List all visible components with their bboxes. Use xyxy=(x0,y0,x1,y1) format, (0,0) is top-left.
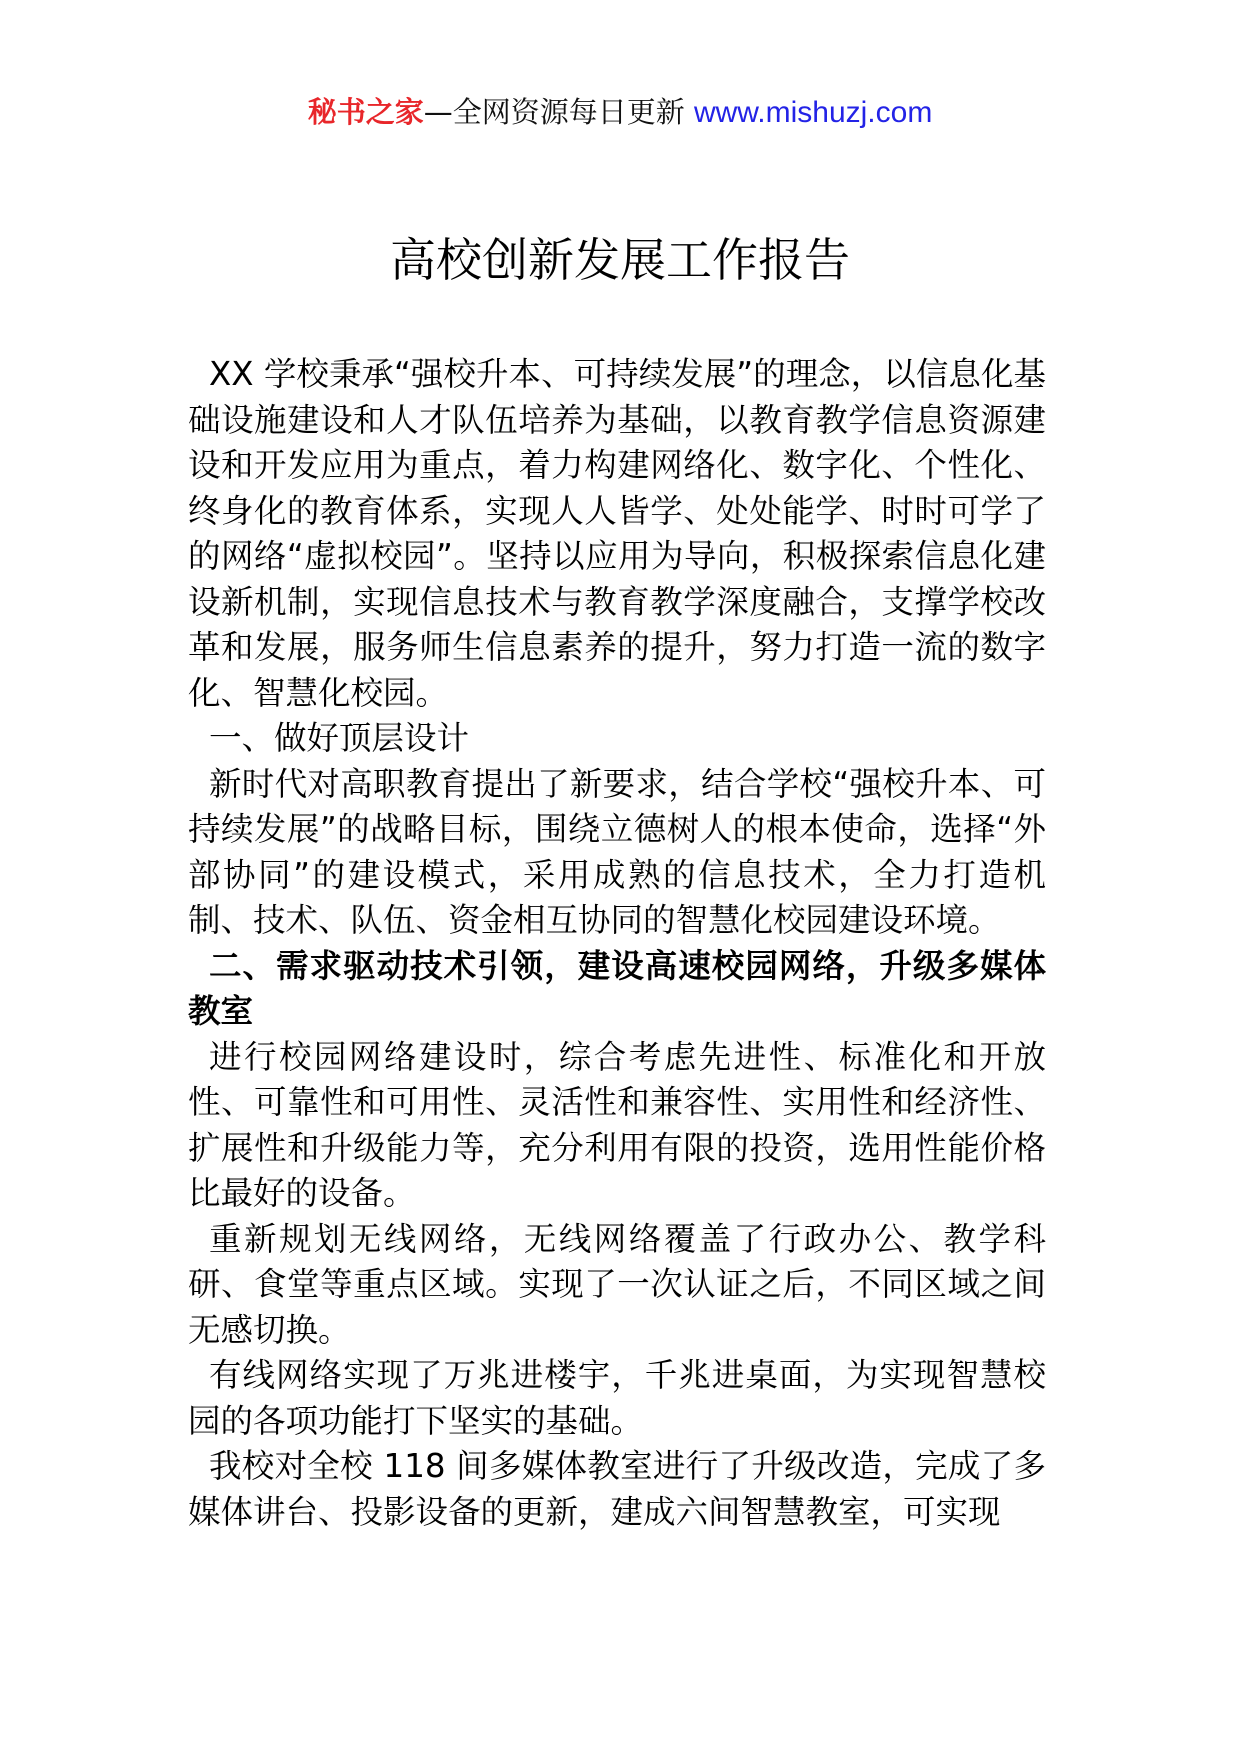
section-2-paragraph-1: 进行校园网络建设时，综合考虑先进性、标准化和开放性、可靠性和可用性、灵活性和兼容性、实用性和经济性、扩展性和升级能力等，充分利用有限的投资，选用性能价格比最好的设备。 xyxy=(188,1037,1046,1212)
section-heading-2: 二、需求驱动技术引领，建设高速校园网络，升级多媒体教室 xyxy=(188,946,1046,1030)
document-body xyxy=(188,352,1046,1535)
section-2-paragraph-3: 有线网络实现了万兆进楼宇，千兆进桌面，为实现智慧校园的各项功能打下坚实的基础。 xyxy=(188,1356,1046,1440)
site-url-link[interactable]: www.mishuzj.com xyxy=(693,96,933,129)
section-2-paragraph-4: 我校对全校 118 间多媒体教室进行了升级改造，完成了多媒体讲台、投影设备的更新，建成六间智慧教室，可实现 xyxy=(188,1447,1046,1531)
section-heading-1: 一、做好顶层设计 xyxy=(209,719,470,757)
site-brand: 秘书之家 xyxy=(307,95,424,129)
intro-paragraph: XX 学校秉承“强校升本、可持续发展”的理念，以信息化基础设施建设和人才队伍培养为基础，以教育教学信息资源建设和开发应用为重点，着力构建网络化、数字化、个性化、终身化的教育体系，实现人人皆学、处处能学、时时可学了的网络“虚拟校园”。坚持以应用为导向，积极探索信息化建设新机制，实现信息技术与教育教学深度融合，支撑学校改革和发展，服务师生信息素养的提升，努力打造一流的数字化、智慧化校园。 xyxy=(188,355,1046,712)
site-header xyxy=(0,92,1240,133)
section-2-paragraph-2: 重新规划无线网络，无线网络覆盖了行政办公、教学科研、食堂等重点区域。实现了一次认证之后，不同区域之间无感切换。 xyxy=(188,1219,1046,1349)
section-1-paragraph: 新时代对高职教育提出了新要求，结合学校“强校升本、可持续发展”的战略目标，围绕立德树人的根本使命，选择“外部协同”的建设模式，采用成熟的信息技术，全力打造机制、技术、队伍、资金相互协同的智慧化校园建设环境。 xyxy=(188,764,1046,939)
document-title: 高校创新发展工作报告 xyxy=(390,233,850,287)
site-tagline: —全网资源每日更新 xyxy=(423,95,685,129)
